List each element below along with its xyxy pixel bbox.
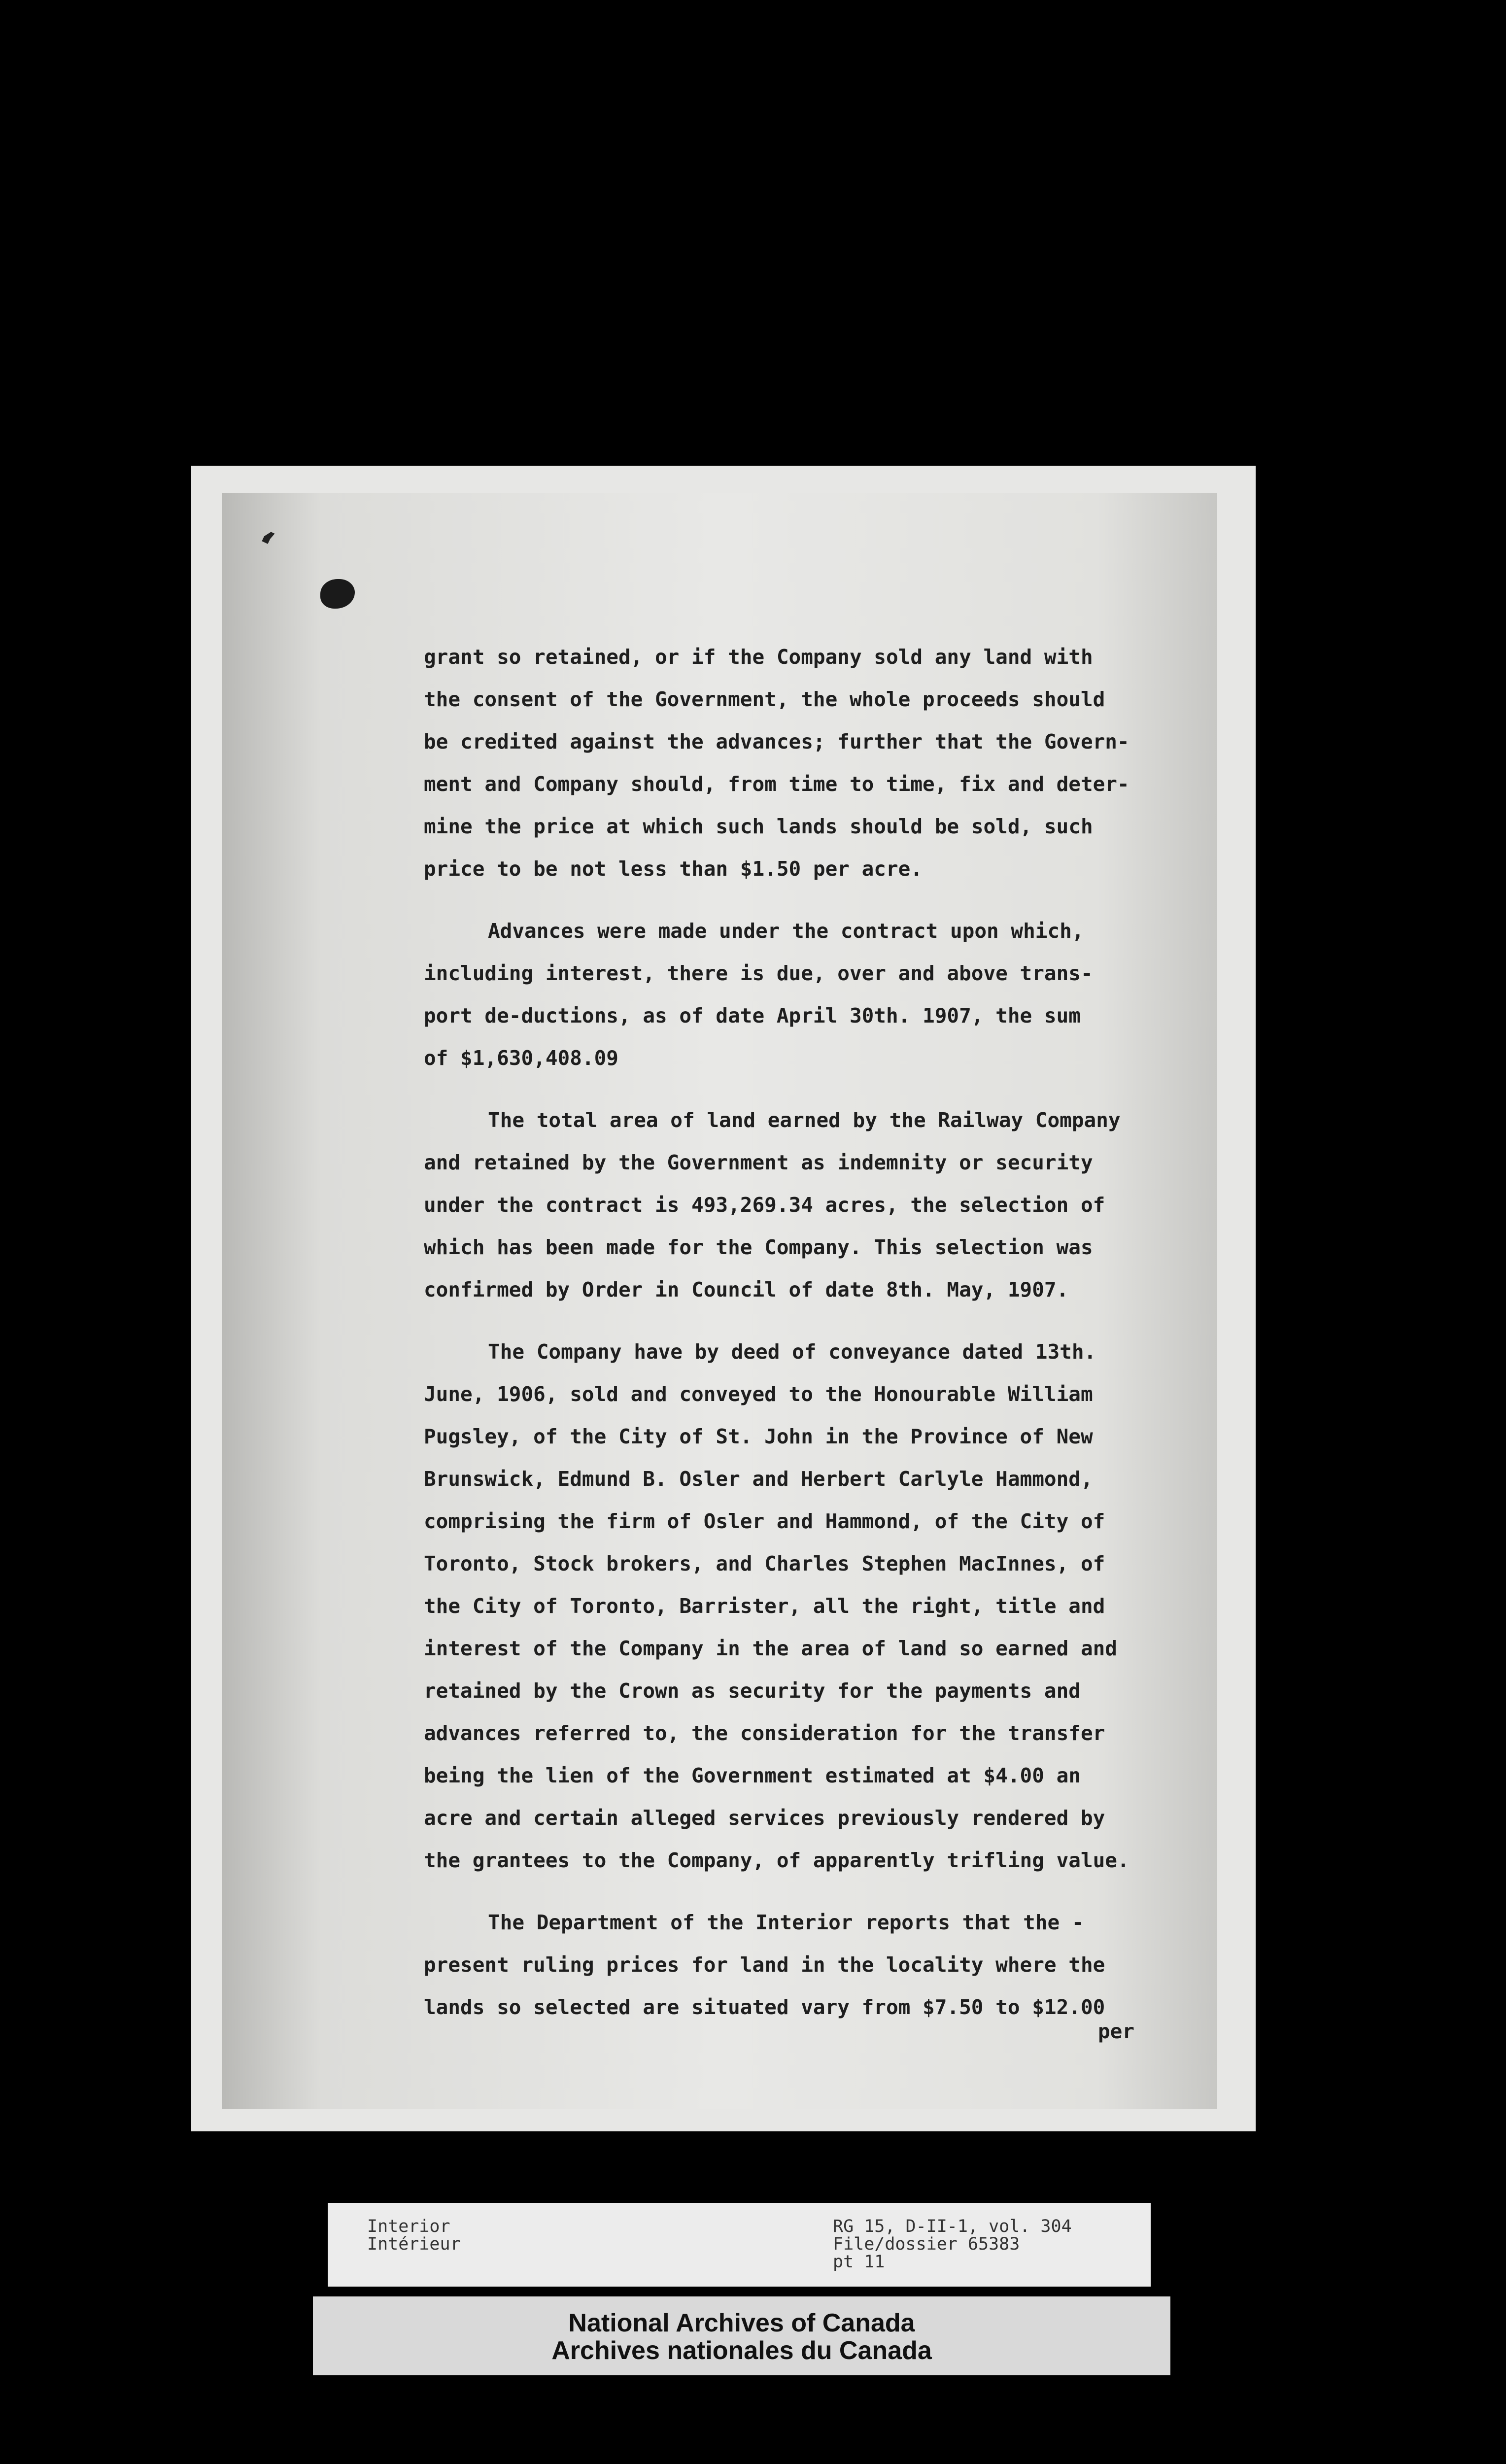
continuation-word: per (1098, 2019, 1135, 2043)
department-label (367, 2218, 461, 2253)
reference-line-1: RG 15, D-II-1, vol. 304 (833, 2217, 1072, 2236)
text-line: and retained by the Government as indemnity or security (424, 1151, 1093, 1174)
text-line: which has been made for the Company. This selection was (424, 1235, 1093, 1259)
reference-line-3: pt 11 (833, 2252, 885, 2272)
banner-english: National Archives of Canada (568, 2309, 915, 2337)
text-line: mine the price at which such lands should be sold, such (424, 815, 1093, 838)
text-line: being the lien of the Government estimated at $4.00 an (424, 1764, 1081, 1787)
text-line: The Company have by deed of conveyance dated 13th. (488, 1340, 1096, 1364)
text-line: advances referred to, the consideration for the transfer (424, 1721, 1105, 1745)
text-line: comprising the firm of Osler and Hammond, of the City of (424, 1509, 1105, 1533)
text-line: the consent of the Government, the whole proceeds should (424, 687, 1105, 711)
text-line: acre and certain alleged services previously rendered by (424, 1806, 1105, 1830)
text-line: Advances were made under the contract upon which, (488, 919, 1084, 943)
text-line: of $1,630,408.09 (424, 1046, 618, 1070)
text-line: under the contract is 493,269.34 acres, the selection of (424, 1193, 1105, 1217)
text-line: port de-ductions, as of date April 30th. 1907, the sum (424, 1004, 1081, 1027)
paragraph (424, 636, 1153, 890)
pencil-mark: ʻ (247, 521, 280, 570)
text-line: retained by the Crown as security for the payments and (424, 1679, 1081, 1703)
paragraph (424, 910, 1153, 1079)
text-line: confirmed by Order in Council of date 8th. May, 1907. (424, 1278, 1069, 1301)
text-line: The Department of the Interior reports that the - (488, 1911, 1084, 1934)
reference-label (833, 2218, 1072, 2271)
reference-line-2: File/dossier 65383 (833, 2234, 1020, 2254)
text-line: Pugsley, of the City of St. John in the Province of New (424, 1425, 1093, 1448)
banner-french: Archives nationales du Canada (551, 2336, 932, 2365)
text-line: the grantees to the Company, of apparently trifling value. (424, 1848, 1130, 1872)
paragraph (424, 1901, 1153, 2028)
text-line: including interest, there is due, over and above trans- (424, 961, 1093, 985)
archives-banner (313, 2296, 1170, 2375)
text-line: Brunswick, Edmund B. Osler and Herbert Carlyle Hammond, (424, 1467, 1093, 1491)
department-fr: Intérieur (367, 2234, 461, 2254)
text-line: June, 1906, sold and conveyed to the Honourable William (424, 1382, 1093, 1406)
text-line: the City of Toronto, Barrister, all the right, title and (424, 1594, 1105, 1618)
text-line: present ruling prices for land in the locality where the (424, 1953, 1105, 1977)
archive-reference-label (328, 2203, 1151, 2287)
text-line: grant so retained, or if the Company sold any land with (424, 645, 1093, 669)
text-line: lands so selected are situated vary from $7.50 to $12.00 (424, 1995, 1105, 2019)
text-line: be credited against the advances; further that the Govern- (424, 730, 1130, 753)
text-line: interest of the Company in the area of land so earned and (424, 1637, 1117, 1660)
paragraph (424, 1331, 1153, 1882)
text-line: The total area of land earned by the Railway Company (488, 1108, 1121, 1132)
text-line: price to be not less than $1.50 per acre. (424, 857, 923, 881)
paragraph (424, 1099, 1153, 1311)
text-line: Toronto, Stock brokers, and Charles Stephen MacInnes, of (424, 1552, 1105, 1575)
department-en: Interior (367, 2217, 450, 2236)
document-body (424, 636, 1153, 2048)
text-line: ment and Company should, from time to time, fix and deter- (424, 772, 1130, 796)
